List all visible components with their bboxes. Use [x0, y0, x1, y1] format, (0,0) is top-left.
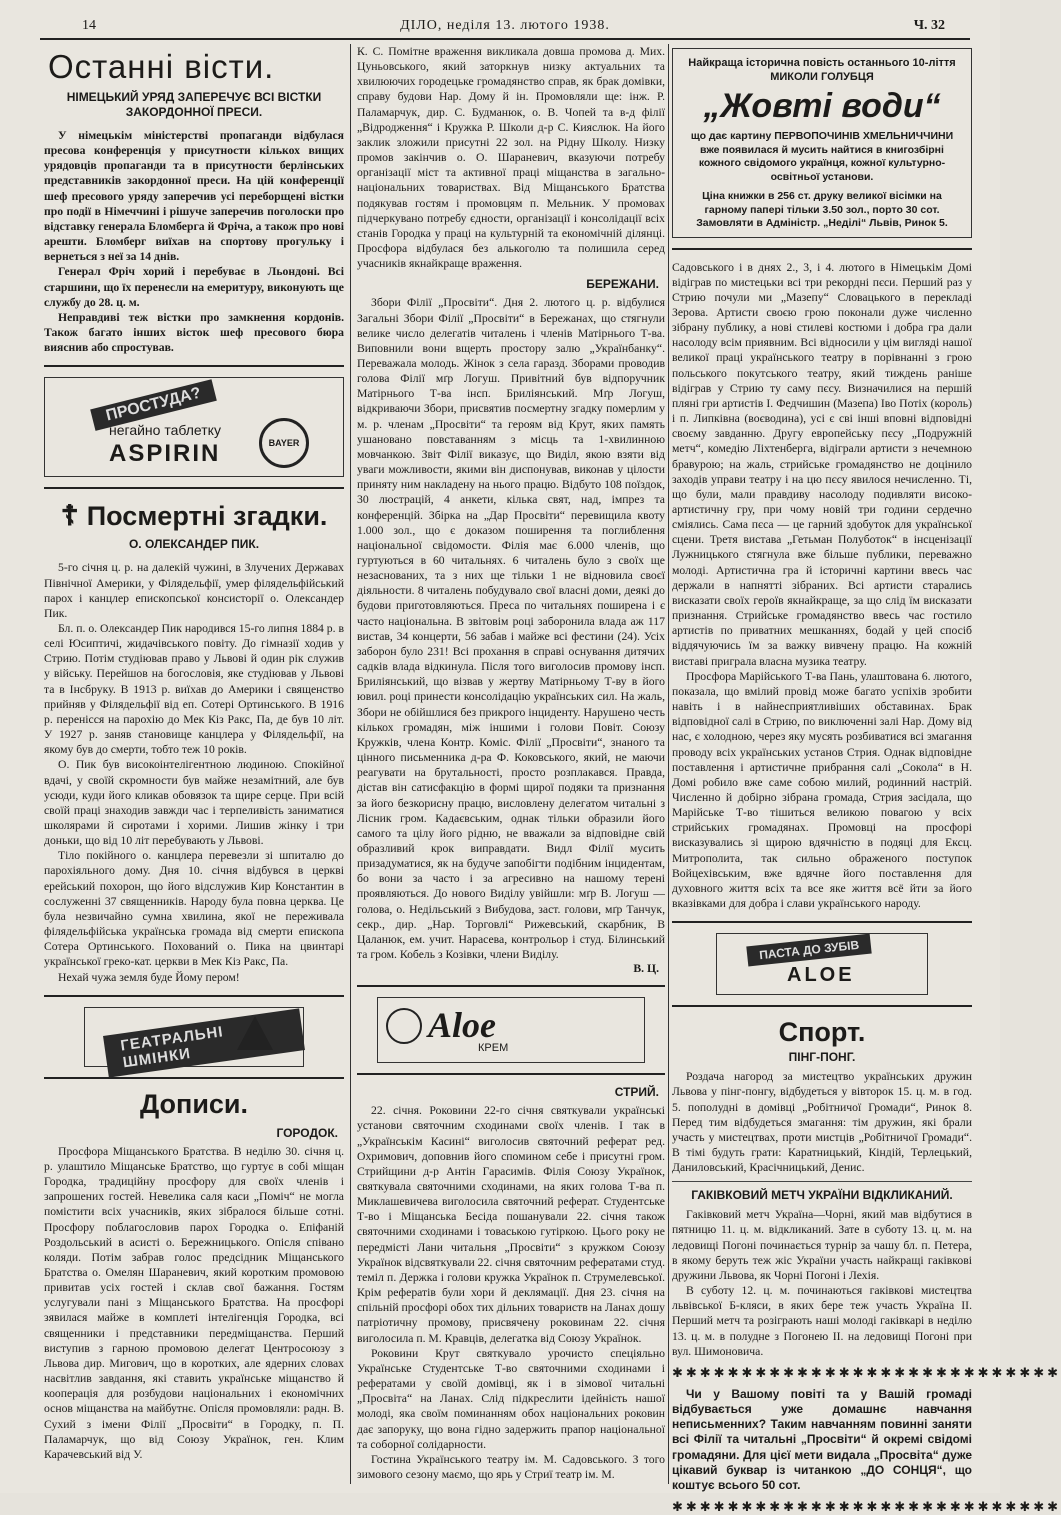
- theatre-makeup-ad: [84, 1007, 304, 1072]
- aloe-subtitle: КРЕМ: [478, 1042, 509, 1055]
- article-paragraph: Збори Філії „Просвіти“. Дня 2. лютого ц. р. відбулися Загальні Збори Філії „Просвіти“ в Бережанах, що стягнули велике число делегатів читалень і членів Матірнього Т-ва. Виповнили вони вщерть простору залю „Українбанку“. Переважала молодь. Жінок з села гаразд. Зборами проводив голова Філії мґр Логуш. Привітний був відпоручник Матірнього Т-ва інсп. Бриліянський. Мґр Логуш, відкриваючи Збори, присвятив посмертну згадку померлим у м. р. членам „Просвіти“ та героям від Крут, яких память ушановано повставанням з місць та 1-хвилинною мовчанкою. Звіт Філії виказує, що Виділ, якою взяти від уваги можливости, якими він диспонував, виконав у цілости приняту ним накладену на нього працю. Відбуто 108 поїздок, 30 люстрацій, 4 анкети, кілька свят, над, імпрез та конференцій. Збірка на „Дар Просвіти“ перевищила квоту 1.000 зол., що є доказом поширення та поглиблення національної свідомости. Філія має 6.000 членів, що гуртуються в 60 читальнях. 6 читалень було з своїх ще незаснованих, та з них ще тільки 1 не відновила своєї діяльности. 8 читалень побудувало свої власні доми, деякі до будови приготовляються. Преса по читальнях поширена і є часто національна. В звітовім році заборонила влада аж 117 вистав, 34 концерти, 56 забав і майже всі фестини (24). Усіх заборон було 231! Всі прохання в справі оснування дитячих садків влада відкинула. Після того виголосив промову інсп. Бриліянський, що візвав у жертву Матірньому Т-ву в його ювил. році принести консолідацію українських сил. На жаль, Збори не обійшлися без прикрого інциденту. Нарушено честь кількох громадян, між іншими і голови Повіт. Союзу Кружків, члена Контр. Коміс. Філії „Просвіти“, знаного та цінного письменника д-ра Ф. Коковського, який, не маючи реагувати на брутальності, просто розплакався. Правда, дістав він сатисфакцію в формі щирої подяки та признання за його безкорисну працю, висловлену делегатом читальні з Лісник гром. Кадаєвським, однак тільки образили його самого та цілу його рідню, не вважали за відповідне свій образливий крок виправдати. Видл Філії мусить призадуматися, як на будуче запобігти подібним інцидентам, бо вони за часто і за агресивно на нашому теренi проявляються. До нового Виділу увійшли: мґр В. Логуш — голова, о. Недільський з Вибудова, заст. голови, мґр Танчук, секр., дир. „Нар. Торговлі“ Рижевський, скарбник, В Цаланюк, ем. учит. Нарасева, контрольор і студ. Білинський та гром. Кобель з Козівки, члени Виділу.: [357, 296, 665, 962]
- section-rule: [44, 487, 344, 489]
- aloe-cream-ad: [377, 997, 645, 1063]
- article-paragraph: Неправдиві теж вістки про замкнення кордонів. Також багато інших вісток шеф пресового бюра вияснив або спростував.: [44, 310, 344, 355]
- aloe-toothpaste-ad: [716, 933, 928, 995]
- section-rule: [672, 248, 972, 250]
- section-rule: [357, 985, 665, 987]
- ornament-divider: ✱✱✱✱✱✱✱✱✱✱✱✱✱✱✱✱✱✱✱✱✱✱✱✱✱✱✱✱: [672, 1364, 1061, 1380]
- dateline-stryi: СТРИЙ.: [614, 1085, 659, 1100]
- ornament-divider: ✱✱✱✱✱✱✱✱✱✱✱✱✱✱✱✱✱✱✱✱✱✱✱✱✱✱✱✱: [672, 1499, 1061, 1515]
- latest-news-title: Останні вісти.: [48, 48, 275, 85]
- aspirin-brand: ASPIRIN: [109, 440, 221, 468]
- author-signature: В. Ц.: [633, 962, 659, 976]
- article-paragraph: Бл. п. о. Олександер Пик народився 15-го липня 1884 р. в селі Юсиптичі, жидачівського повіту. До гімназії ходив у Стрию. Потім студіював право у Львові й один рік служив у війську. Перейшов на богословія, яке студіював у Львові та в Інсбруку. В 1913 р. виїхав до Америки і священство прийняв у Філядельфії від еп. Сотері Ортинського. В 1916 р. перенісся на парохію до Мек Кіз Ракс, Па, де був 10 літ. У 1927 р. заняв становище канцлера у Філядельфії, на якому був до смерти, тобто теж 10 років.: [44, 621, 345, 757]
- masthead: [40, 14, 970, 40]
- article-paragraph: 22. січня. Роковини 22-го січня святкували українські установи святочним сходинами своїх членів. І так в „Українськім Касині“ виголосив святочний реферат ред. Охримович, доповнив його спомином себе і присутні гром. Стрийщини д-р Антін Гарасимів. Філія Союзу Українок, святкувала святочними сходинами, на яких голова Т-ва п. Миклашевичева виголосила святочний реферат. Студентське Т-во і Міщанська Бесіда пошанували 22. січня також святочними сходинами і товаською гутіркою. Цього року не передмістi Лани читальня „Просвіти“ з кружком Союзу Українок відсвяткували 22. січня святочним рефератами студ. теміл п. Держка і голови кружка Українок п. Струмелевської. Крім рефератів були хори й деклямації. Дня 23. січня на спільній просфорі обох тих дільних товариств на Ланах дошу патріотичну промову, присвячену роковинам 22. січня виголосила п. М. Кравців, делегатка від Союзу Українок.: [357, 1104, 665, 1345]
- book-ad-price: Ціна книжки в 256 ст. друку великої вісімки на гарному папері тільки 3.50 зол., порто 30 сот. Замовляти в Адміністр. „Неділі“ Львів, Ринок 5.: [696, 190, 948, 229]
- article-paragraph: Роковини Крут святкувало урочисто спеціяльно Українське Студентське Т-во святочними сходинами і рефератами у своїй домівці, як і в зімової читальні „Просвіта“ на Ланах. Слід підкреслити ідейність нашої молоді, яка своїм поминанням обох національних роковин дає запоруку, що вона гідно задержить прапор національної та соборної солідарности.: [357, 1346, 665, 1451]
- book-ad: [672, 48, 972, 238]
- section-rule: [672, 1181, 972, 1182]
- aspirin-ad: [44, 377, 344, 477]
- article-paragraph: К. С. Помітне враження викликала довша промова д. Мих. Цуньовського, який заторкнув низку актуальних та хвилюючих городецьке громадянство справ, як брак домівки, справу будови Нар. Дому й ін. Промовляли ще: інж. Р. Паламарчук, дир. С. Будманюк, о. В. Чопей та в-д філії „Відродження“ і Кружка Р. Школи д-р С. Кияслюк. На його заклик зложили присутні 22 зол. на Рідну Школу. Низку промов закінчив о. О. Шараневич, вказуючи потребу організації міст та активної праці міщанства в загально-національних товариствах. Від Міщанського Братства подякував гостям і промовцям п. Мельник. У промовах підчеркувано потребу єдности, організації і консолідації всіх станів Городка у праці на культурній та економічній ділянці. Просфора відбулася без алькоголю та полишила серед учасників якнайкраще враження.: [357, 45, 665, 271]
- section-rule: [44, 365, 344, 367]
- triangle-logo-icon: [237, 1016, 273, 1050]
- article-paragraph: Гостина Українського театру ім. М. Садовського. З того зимового сезону маємо, що ярь у Стриї театр ім. М.: [357, 1452, 665, 1481]
- article-paragraph: Тіло покійного о. канцлера перевезли зі шпиталю до парохіяльного дому. Дня 10. січня відбувся в церкві ерейський похорон, що його відслужив Кир Константин в сослуженні 37 священників. Народу була повна церква. Це була незвичайно сумна хвилина, якої не переживала філядельфійська українська громада від смерти епископа Сотера Ортинського. Похований о. Пика на цвинтарі української греко-кат. церкви в Мек Кіз Ракс, Па.: [44, 849, 344, 969]
- book-ad-author: МИКОЛИ ГОЛУБЦЯ: [770, 71, 874, 83]
- section-rule: [44, 1077, 344, 1079]
- section-rule: [672, 921, 972, 923]
- section-rule: [672, 1005, 972, 1007]
- book-ad-description: що дає картину ПЕРВОПОЧИНІВ ХМЕЛЬНИЧЧИНИ вже появилася й мусить найтися в книгозбірні кожного свідомого українця, кожної культурно-освітньої установи.: [690, 130, 954, 183]
- aspirin-subtitle: негайно таблетку: [109, 422, 221, 439]
- article-paragraph: Просфора Міщанського Братства. В неділю 30. січня ц. р. улаштило Міщанське Братство, що гуртує в собі міщан Городка, традиційну просфору для своїх членів і запрошених гостей. Невелика саля каси „Поміч“ не могла помістити всіх учасників, яких зібралося більше сотні. Просфору поблагословив парох Городка о. Епіфаній Роздольський в асисті о. Бережницького. Опісля співано коляди. Потім забрав голос пpедсідник Міщанського Братства о. Омелян Шараневич, який коротким промовою привитав усіх гостей і склав свої бажання. Гостям услугували пані з Міщанського Братства. На просфорі зявилася майже в комплеті інтелігенція Городка, всі священники і представники передміщанства. Перший виступив з гарною промовою делегат Центросоюзу з Львова дир. Мигович, що в коротких, але ядерних словах насвітлив завдання, які ставить українське міщанство й кооперація для розбудови національних і економічних основ міщанства на майбутнє. Опісля промовляли: радн. В. Сухий з імени Філії „Просвіти“ в Городку, п. П. Паламарчук, що від Союзу Українок, ген. Клим Карачевський від У.: [44, 1144, 344, 1461]
- column-divider: [350, 44, 351, 1484]
- article-paragraph: 5-го січня ц. р. на далекій чужині, в Злучених Державах Північної Америки, у Філядельфії, умер філядельфійський парох і канцлер епископської консисторії о. Олександер Пик.: [44, 561, 344, 620]
- aloe-brand: Aloe: [428, 1005, 496, 1046]
- issue-number: Ч. 32: [913, 18, 945, 33]
- article-paragraph: Просфора Марійського Т-ва Пань, улаштована 6. лютого, показала, що вмілий провід може багато успіхів зробити навіть і в найнесприятливіших обставинах. Брак відповідної салі в Стрию, по виключенні залі Нар. Дому від нас, є холодною, через яку мусять розбиватися всі змагання проводу всіх українських установ Стрия. Однак відповідне поставлення і артистичне прибрання салі „Сокола“ в Н. Домі робило вже саме собою милий, родинний настрій. Численно й добірно зібрана громада, Стрия засідала, що Марійське Т-во тішиться великою повагою у всіх стрийських громадянах. Промовці на просфорі висказувались зі щирою вдячністю в подяці для Ексц. Митрополита, так сильно ображеного поступок Войцехівським, вже вдячне його поставлення для духовного життя всіх та все яке життя всё йти за його вказівками для добра і слави українського народу.: [672, 669, 972, 911]
- aloe-jar-icon: [386, 1008, 422, 1044]
- section-rule: [357, 1073, 665, 1075]
- article-paragraph: О. Пик був високоінтелігентною людиною. Спокійної вдачі, у своїй скромности був майже незамітний, але був усюди, куди його кликав обовязок та щире серце. При всій своїй праці знаходив завжди час і терпеливість заниматися школярами й сиротами і хорими. Лишив жінку і три доньки, що від 10 літ перебувають у Львові.: [44, 758, 344, 848]
- literacy-notice: Чи у Вашому повіті та у Вашій громаді відбувається уже домашнє навчання неписьменних? Таким навчанням повинні заняти всі Філії та читальні „Просвіти“ й окремі свідомі громадяни. Для цієї мети видала „Просвіта“ дуже цікавий буквар із читанкою „ДО СОНЦЯ“, що коштує всього 50 сот.: [672, 1386, 972, 1493]
- ping-pong-headline: ПІНГ-ПОНГ.: [788, 1050, 856, 1065]
- article-paragraph: Нехай чужа земля буде Йому пером!: [58, 970, 240, 984]
- column-2: [357, 44, 665, 1484]
- aspirin-band: ПРОСТУДА?: [90, 380, 217, 432]
- section-rule: [44, 995, 344, 997]
- column-divider: [668, 44, 669, 1484]
- article-paragraph: У німецькім міністерстві пропаганди відбулася пресова конференція у присутности кількох вищих урядовців пропаганди та в присутности берлінських представників закордонної преси. На цій конференції шеф пресового уряду заперечив усі переборщені вістки про події в Німеччині і рішуче заперечив поголоски про відставку генерала Бломберга й Фріча, а також про нові арешти. Бломберг виїхав на спортову прогульку і вернеться з неї за 14 днів.: [44, 129, 344, 264]
- news-headline: НІМЕЦЬКИЙ УРЯД ЗАПЕРЕЧУЄ ВСІ ВІСТКИ ЗАКОРДОННОЇ ПРЕСИ.: [66, 90, 322, 119]
- column-3: [672, 44, 1061, 1515]
- masthead-title: ДІЛО, неділя 13. лютого 1938.: [400, 18, 610, 33]
- correspondence-title: Дописи.: [139, 1088, 249, 1119]
- obituary-title: Посмертні згадки.: [86, 500, 328, 531]
- article-paragraph: Садовського і в днях 2., 3, і 4. лютого в Німецькім Домі відіграв по мистецьки всі три рекордні пєси. Перший раз у Стрию почули ми „Мазепу“ Словацького в перекладі Зерова. Артисти своєю грою поконали дуже численно зібрану публику, а нові стилеві костюми і добра гра дали насолоду всім приявним. Всі відносили у цім вигляді нашої великої праці українського театру в порівнанні з грою польського покутського театру, який тиждень раніше відіграв у Стрию ту саму пєсу. Визначилися на першій пляні гри артистів І. Федчишин (Мазепа) Іво Потіх (король) і п. Липківна (воєводина), усі є сві інші вповні відповідні своєму завданню. Другу европейську пєсу „Подружній метч“, комедію Ліхтенберга, відіграли артисти з нечемною бравурою; на жаль, стрийське громадянство не доцінило заходів управи театру і на цю пєсу явилося нечисленно. Ті, що були, мали правдиву насолоду подивляти високо-артистичну гру, при чому новій три години сердечно сміялись. Сама пєса — це гарний здобуток для української сцени. Третя вистава „Гетьман Полуботок“ в інсценізації Лужницького стягнула вже більше публики, переважно молоді. Артистична гра й історичні картини ввесь час держали в напнятті зібраних. Всі артисти старались висказати своїх героїв якнайкраще, за що слід їм висказати признання. Стрийське громадянство ввесь час гостило артистів по приватних мешканнях, бодай у цей спосіб віддячуючись їм за важку вивчену працю. На кожній виставі приграла власна музика театру.: [672, 260, 972, 668]
- obituary-title-row: [44, 499, 344, 533]
- column-1: [44, 44, 344, 1484]
- toothpaste-brand: ALOE: [787, 964, 855, 987]
- obituary-headline: О. ОЛЕКСАНДЕР ПИК.: [128, 537, 260, 552]
- orthodox-cross-icon: ☦: [60, 501, 79, 533]
- article-paragraph: В суботу 12. ц. м. починаються гаківкові мистецтва львівської Б-кляси, в яких бере теж участь Україна II. Перший метч та розіграють наші молоді гаківкарі в неділю 13. ц. м. в полудне з Погонею II. на ледовищі Погоні при вул. Шимоновича.: [672, 1284, 972, 1358]
- theatre-band: ГЕАТРАЛЬНІ ШМІНКИ: [103, 1008, 305, 1077]
- book-ad-tagline: Найкраща історична повість останнього 10-ліття: [688, 57, 956, 69]
- page-number: 14: [82, 18, 96, 33]
- article-paragraph: Генерал Фріч хорий і перебуває в Льондоні. Всі старшини, що їх перенесли на емеритуру, виконують ще службу до 28. ц. м.: [44, 265, 344, 309]
- article-paragraph: Гаківковий метч Україна—Чорні, який мав відбутися в пятницю 11. ц. м. відкликаний. Зате в суботу 13. ц. м. на ледовищі Погоні починається турнір за чашу бл. п. Петера, в якому беруть теж жіс України участь найкращі гаківкові дружини Львова, як Чорні Погоні і Лехія.: [672, 1208, 972, 1282]
- bayer-cross-icon: BAYER: [259, 418, 309, 468]
- article-paragraph: Роздача нагород за мистецтво українських дружин Львова у пінг-понгу, відбудеться у вівторок 15. ц. м. в год. 5. пополудні в домівці „Робітничої Громади“, Ринок 8. Перед тим відбудеться змагання: тім дружин, які брали участь у мистецтвах, проти мистців „Робітничої Громади“. В тімі будуть грати: Каратницький, Кіндій, Терлецький, Даниловський, Красічницький, Денис.: [672, 1070, 972, 1175]
- dateline-berezhany: БЕРЕЖАНИ.: [586, 277, 659, 292]
- toothpaste-band: ПАСТА ДО ЗУБІВ: [746, 934, 872, 967]
- book-ad-title: „Жовті води“: [703, 87, 941, 125]
- sport-title: Спорт.: [778, 1017, 866, 1048]
- dateline-gorodok: ГОРОДОК.: [276, 1125, 338, 1140]
- hockey-headline: ГАКІВКОВИЙ МЕТЧ УКРАЇНИ ВІДКЛИКАНИЙ.: [691, 1188, 953, 1203]
